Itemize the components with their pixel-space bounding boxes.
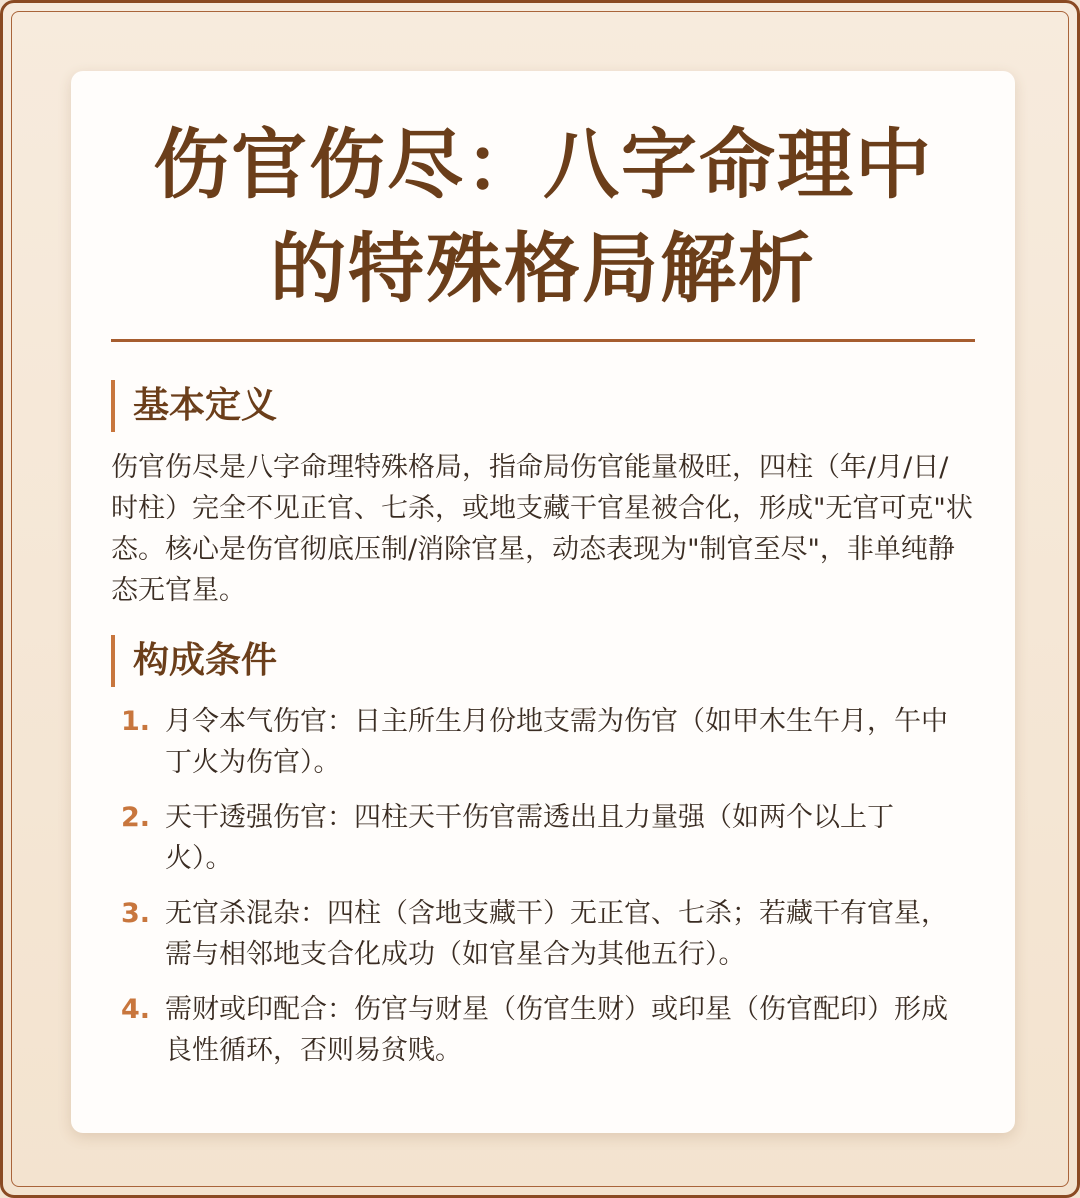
list-item [121,797,951,879]
list-item-text: 月令本气伤官：日主所生月份地支需为伤官（如甲木生午月，午中丁火为伤官）。 [165,706,948,778]
list-item [121,989,951,1071]
section-heading-definition: 基本定义 [111,380,277,432]
list-item [121,893,951,975]
list-item-number: 3. [121,898,151,929]
definition-paragraph: 伤官伤尽是八字命理特殊格局，指命局伤官能量极旺，四柱（年/月/日/时柱）完全不见正官、七杀，或地支藏干官星被合化，形成"无官可克"状态。核心是伤官彻底压制/消除官星，动态表现为"制官至尽"，非单纯静态无官星。 [111,452,973,606]
list-item-text: 天干透强伤官：四柱天干伤官需透出且力量强（如两个以上丁火）。 [165,802,894,874]
list-item-text: 需财或印配合：伤官与财星（伤官生财）或印星（伤官配印）形成良性循环，否则易贫贱。 [165,994,948,1066]
list-item-text: 无官杀混杂：四柱（含地支藏干）无正官、七杀；若藏干有官星，需与相邻地支合化成功（如官星合为其他五行）。 [165,898,948,970]
list-item-number: 1. [121,706,151,737]
title-line-2: 的特殊格局解析 [270,224,816,313]
title-line-1: 伤官伤尽：八字命理中 [153,120,933,209]
list-item [121,701,951,783]
conditions-list [121,701,951,1085]
list-item-number: 2. [121,802,151,833]
title-divider [111,339,975,342]
page-title [111,113,975,321]
section-heading-conditions: 构成条件 [111,635,277,687]
content-card [71,71,1015,1133]
list-item-number: 4. [121,994,151,1025]
